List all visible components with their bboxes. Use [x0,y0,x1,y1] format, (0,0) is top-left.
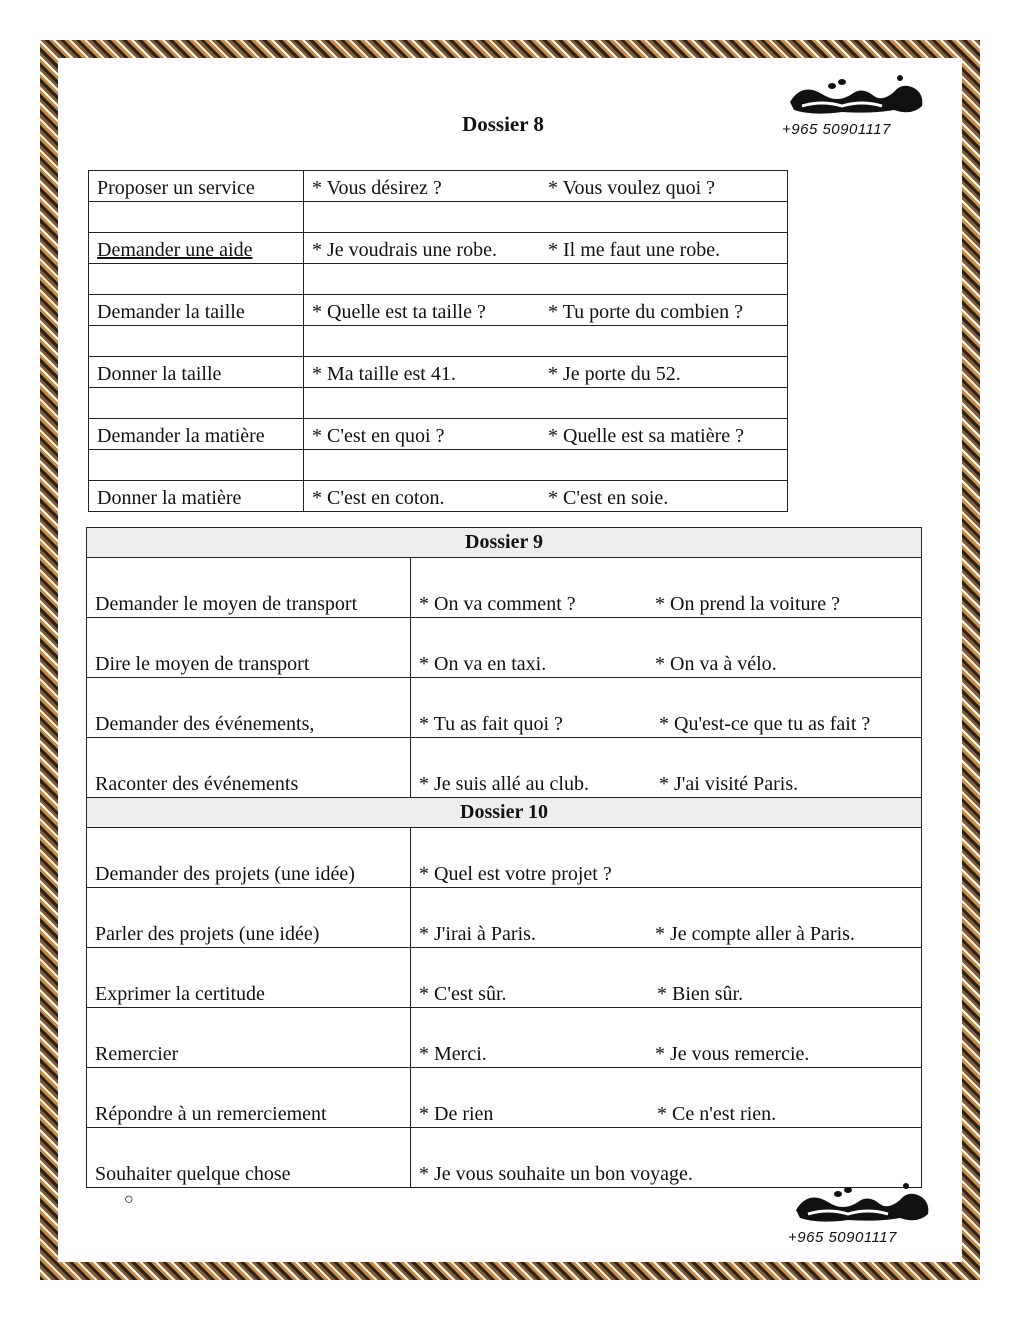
dossier10-title: Dossier 10 [87,798,922,828]
table-row [89,295,788,326]
table-row [87,738,922,798]
phrase2: * Qu'est-ce que tu as fait ? [659,713,871,735]
function-cell: Raconter des événements [87,738,411,798]
table-row [87,888,922,948]
function-cell: Donner la taille [89,357,304,388]
function-cell: Remercier [87,1008,411,1068]
dossier9-10-table [86,527,922,1188]
phrase1: * Tu as fait quoi ? [419,713,563,735]
phrase2: * On va à vélo. [655,653,777,675]
function-cell: Demander la taille [89,295,304,326]
phrase2: * Quelle est sa matière ? [548,425,745,447]
logo-phone: +965 50901117 [782,121,891,138]
table-row [87,948,922,1008]
function-cell: Exprimer la certitude [87,948,411,1008]
table-row [87,1008,922,1068]
function-cell: Demander des événements, [87,678,411,738]
function-cell: Proposer un service [89,171,304,202]
phrase1: * Merci. [419,1043,487,1065]
phrases-cell [411,948,922,1008]
function-cell: Souhaiter quelque chose [87,1128,411,1188]
phrase1: * Quelle est ta taille ? [312,301,486,323]
function-cell [89,388,304,419]
phrases-cell [304,264,788,295]
table-row [89,481,788,512]
phrases-cell [304,357,788,388]
logo-script-icon [782,72,932,118]
phrase1: * Je vous souhaite un bon voyage. [419,1163,693,1185]
phrase2: * C'est en soie. [548,487,669,509]
logo-script-icon [788,1180,938,1226]
phrase1: * Je voudrais une robe. [312,239,497,261]
phrases-cell [304,326,788,357]
table-row [87,618,922,678]
table-row [89,357,788,388]
phrases-cell [411,678,922,738]
function-cell: Demander le moyen de transport [87,558,411,618]
function-cell: Demander la matière [89,419,304,450]
section-header-row [87,798,922,828]
phrase2: * Vous voulez quoi ? [548,177,716,199]
function-cell: Répondre à un remerciement [87,1068,411,1128]
table-row [89,450,788,481]
section-header-row [87,528,922,558]
phrases-cell [304,450,788,481]
phrases-cell [304,233,788,264]
logo-phone: +965 50901117 [788,1229,897,1246]
phrase1: * Je suis allé au club. [419,773,589,795]
function-cell [89,264,304,295]
table-row [89,326,788,357]
phrase1: * Ma taille est 41. [312,363,456,385]
function-cell: Demander des projets (une idée) [87,828,411,888]
phrase2: * J'ai visité Paris. [659,773,799,795]
phrase2: * Je compte aller à Paris. [655,923,855,945]
phrases-cell [304,419,788,450]
dossier9-title: Dossier 9 [87,528,922,558]
phrases-cell [304,295,788,326]
phrase2: * Il me faut une robe. [548,239,721,261]
table-row [89,419,788,450]
table-row [87,828,922,888]
table-row [89,202,788,233]
phrases-cell [411,1008,922,1068]
phrase1: * C'est en coton. [312,487,445,509]
phrase1: * C'est en quoi ? [312,425,445,447]
phrases-cell [304,171,788,202]
table-row [89,171,788,202]
phrase1: * On va comment ? [419,593,576,615]
phrases-cell [411,1128,922,1188]
phrases-cell [304,388,788,419]
table-row [87,1128,922,1188]
table-row [87,678,922,738]
dossier8-title: Dossier 8 [462,112,544,136]
function-cell [89,326,304,357]
function-cell: Demander une aide [89,233,304,264]
phrase2: * Je vous remercie. [655,1043,810,1065]
phrases-cell [411,1068,922,1128]
bullet-circle: ○ [124,1191,134,1208]
logo-bottom [788,1180,938,1246]
phrases-cell [304,481,788,512]
phrases-cell [411,558,922,618]
phrases-cell [411,828,922,888]
table-row [87,558,922,618]
phrases-cell [304,202,788,233]
function-cell: Dire le moyen de transport [87,618,411,678]
phrase2: * On prend la voiture ? [655,593,840,615]
phrase1: * C'est sûr. [419,983,507,1005]
phrase2: * Tu porte du combien ? [548,301,743,323]
dossier8-table [88,170,788,512]
phrase1: * Quel est votre projet ? [419,863,612,885]
phrases-cell [411,738,922,798]
function-cell: Parler des projets (une idée) [87,888,411,948]
phrase2: * Bien sûr. [657,983,744,1005]
function-cell [89,450,304,481]
phrase1: * On va en taxi. [419,653,547,675]
phrase1: * Vous désirez ? [312,177,442,199]
table-row [89,233,788,264]
phrase1: * De rien [419,1103,494,1125]
phrases-cell [411,618,922,678]
table-row [89,264,788,295]
phrase2: * Ce n'est rien. [657,1103,777,1125]
function-cell [89,202,304,233]
logo-top [782,72,932,138]
phrase2: * Je porte du 52. [548,363,681,385]
phrase1: * J'irai à Paris. [419,923,536,945]
table-row [87,1068,922,1128]
table-row [89,388,788,419]
phrases-cell [411,888,922,948]
function-cell: Donner la matière [89,481,304,512]
